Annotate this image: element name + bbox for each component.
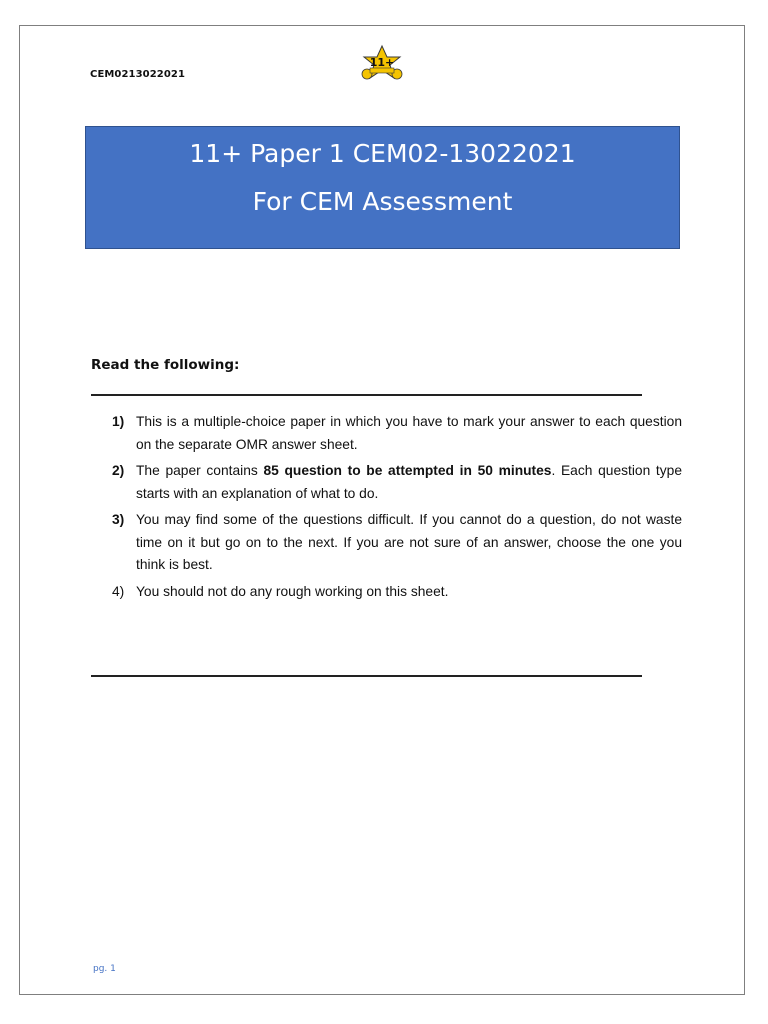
page-number: pg. 1 <box>93 964 116 974</box>
instruction-text-bold: 85 question to be attempted in 50 minutes <box>263 463 552 478</box>
instruction-text: This is a multiple-choice paper in which you have to mark your answer to each question on the separate OMR answer sheet. <box>136 414 682 452</box>
instructions-heading: Read the following: <box>91 357 240 373</box>
instruction-text: You should not do any rough working on this sheet. <box>136 583 449 599</box>
instruction-text-before: The paper contains <box>136 463 264 478</box>
paper-title: 11+ Paper 1 CEM02-13022021 <box>189 139 576 168</box>
instruction-number: 2) <box>112 463 125 478</box>
star-logo-icon <box>354 44 410 84</box>
instruction-text-after: . Each question type starts with an explanation of what to do. <box>136 463 682 501</box>
bottom-divider <box>91 675 642 677</box>
instruction-item <box>112 411 682 456</box>
instruction-item <box>112 581 682 604</box>
title-banner <box>85 126 680 249</box>
instruction-number: 3) <box>112 512 125 527</box>
instruction-number: 4) <box>112 583 125 599</box>
paper-subtitle: For CEM Assessment <box>252 187 513 216</box>
document-page <box>19 25 745 995</box>
instruction-text: You may find some of the questions difficult. If you cannot do a question, do not waste time on it but go on to the next. If you are not sure of an answer, choose the one you think is best. <box>136 512 682 572</box>
top-divider <box>91 394 642 396</box>
instruction-item <box>112 509 682 577</box>
instruction-number: 1) <box>112 414 125 429</box>
document-code: CEM0213022021 <box>90 69 186 80</box>
instruction-item <box>112 460 682 505</box>
instructions-list <box>112 411 682 607</box>
logo-text: 11+ <box>369 56 395 69</box>
eleven-plus-logo <box>354 44 410 84</box>
